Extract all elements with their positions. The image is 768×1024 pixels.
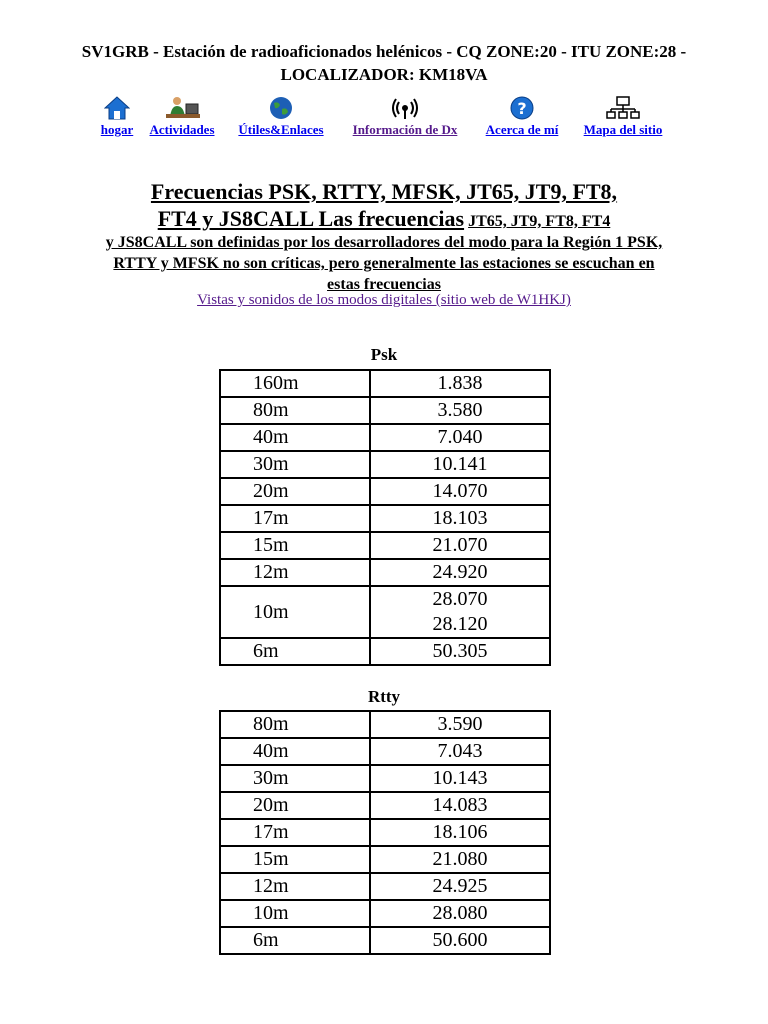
nav-label-tools-links: Útiles&Enlaces [238,122,324,137]
table-row [220,638,550,665]
globe-icon [268,96,294,120]
table-row [220,370,550,397]
table-row [220,738,550,765]
help-icon [509,96,535,120]
band-cell: 40m [220,738,370,765]
frequency-value: 10.143 [432,767,488,789]
frequency-cell [370,397,550,424]
w1hkj-link[interactable]: Vistas y sonidos de los modos digitales (sitio web de W1HKJ) [197,292,571,308]
frequency-cell [370,711,550,738]
band-cell: 17m [220,505,370,532]
antenna-signal-icon [389,96,421,120]
frequency-cell [370,792,550,819]
svg-text:?: ? [517,99,527,118]
heading-line4: RTTY y MFSK no son críticas, pero generalmente las estaciones se escuchan en [113,255,655,272]
band-cell: 20m [220,792,370,819]
band-cell: 30m [220,765,370,792]
band-cell: 17m [220,819,370,846]
frequency-value: 18.103 [432,507,488,529]
band-cell: 6m [220,638,370,665]
frequency-value: 14.083 [432,794,488,816]
table-row [220,397,550,424]
frequency-cell [370,900,550,927]
table-row [220,765,550,792]
frequency-cell [370,638,550,665]
frequency-value: 24.925 [432,875,488,897]
band-cell: 30m [220,451,370,478]
heading-line2 [20,205,748,232]
table-row [220,927,550,954]
table-row [220,846,550,873]
nav-activities-link[interactable] [143,96,221,138]
band-cell: 80m [220,397,370,424]
frequency-value: 3.580 [437,399,483,421]
frequency-cell [370,370,550,397]
table-row [220,451,550,478]
frequency-value: 1.838 [437,372,483,394]
frequency-value: 18.106 [432,821,488,843]
frequency-cell [370,559,550,586]
frequency-value: 21.080 [432,848,488,870]
frequency-value: 28.080 [432,902,488,924]
frequency-cell [370,765,550,792]
heading-line1: Frecuencias PSK, RTTY, MFSK, JT65, JT9, FT8, [150,179,618,204]
frequency-cell [370,873,550,900]
table-row [220,873,550,900]
frequency-value: 28.070 [432,588,488,610]
frequency-cell [370,424,550,451]
frequency-cell [370,927,550,954]
heading-line5: estas frecuencias [327,276,441,293]
band-cell: 160m [220,370,370,397]
nav-label-dx-info: Información de Dx [352,122,458,137]
band-cell: 6m [220,927,370,954]
table-row [220,711,550,738]
frequency-cell [370,819,550,846]
heading-line2-small: JT65, JT9, FT8, FT4 [468,213,611,230]
frequency-cell [370,738,550,765]
nav-label-about: Acerca de mí [485,122,559,137]
table-row [220,424,550,451]
band-cell: 12m [220,559,370,586]
rtty-table-caption: Rtty [367,687,401,706]
psk-frequency-table [219,369,551,666]
band-cell: 15m [220,532,370,559]
band-cell: 15m [220,846,370,873]
table-row [220,586,550,638]
band-cell: 80m [220,711,370,738]
heading-line3: y JS8CALL son definidas por los desarrolladores del modo para la Región 1 PSK, [105,234,663,251]
band-cell: 10m [220,586,370,638]
table-row [220,532,550,559]
sitemap-icon [606,96,640,120]
psk-table-caption: Psk [370,345,398,364]
band-cell: 20m [220,478,370,505]
site-title-line1: SV1GRB - Estación de radioaficionados helénicos - CQ ZONE:20 - ITU ZONE:28 - [81,42,687,61]
frequency-cell [370,586,550,638]
band-cell: 40m [220,424,370,451]
frequency-cell [370,478,550,505]
frequency-cell [370,532,550,559]
frequency-value: 7.040 [437,426,483,448]
nav-label-home: hogar [100,122,134,137]
frequency-value: 14.070 [432,480,488,502]
table-row [220,559,550,586]
frequency-cell [370,505,550,532]
page-heading [20,178,748,295]
nav-about-link[interactable] [476,96,568,138]
frequency-value: 21.070 [432,534,488,556]
nav-dx-info-link[interactable] [341,96,469,138]
frequency-value: 50.600 [432,929,488,951]
rtty-frequency-table [219,710,551,955]
table-row [220,505,550,532]
frequency-value: 24.920 [432,561,488,583]
table-row [220,792,550,819]
table-row [220,478,550,505]
site-title [40,40,728,86]
frequency-cell [370,451,550,478]
operator-icon [162,96,202,120]
nav-home-link[interactable] [97,96,137,138]
frequency-cell [370,846,550,873]
nav-tools-links-link[interactable] [229,96,333,138]
frequency-value: 10.141 [432,453,488,475]
site-title-line2: LOCALIZADOR: KM18VA [280,65,488,84]
band-cell: 12m [220,873,370,900]
nav-sitemap-link[interactable] [574,96,672,138]
table-row [220,819,550,846]
nav-label-activities: Actividades [149,122,215,137]
table-row [220,900,550,927]
nav-bar [0,96,768,140]
frequency-value: 7.043 [437,740,483,762]
frequency-value: 50.305 [432,640,488,662]
heading-line2-large: FT4 y JS8CALL Las frecuencias [157,206,465,231]
band-cell: 10m [220,900,370,927]
frequency-value: 3.590 [437,713,483,735]
frequency-value-secondary: 28.120 [432,613,488,635]
nav-label-sitemap: Mapa del sitio [583,122,663,137]
home-icon [104,96,130,120]
